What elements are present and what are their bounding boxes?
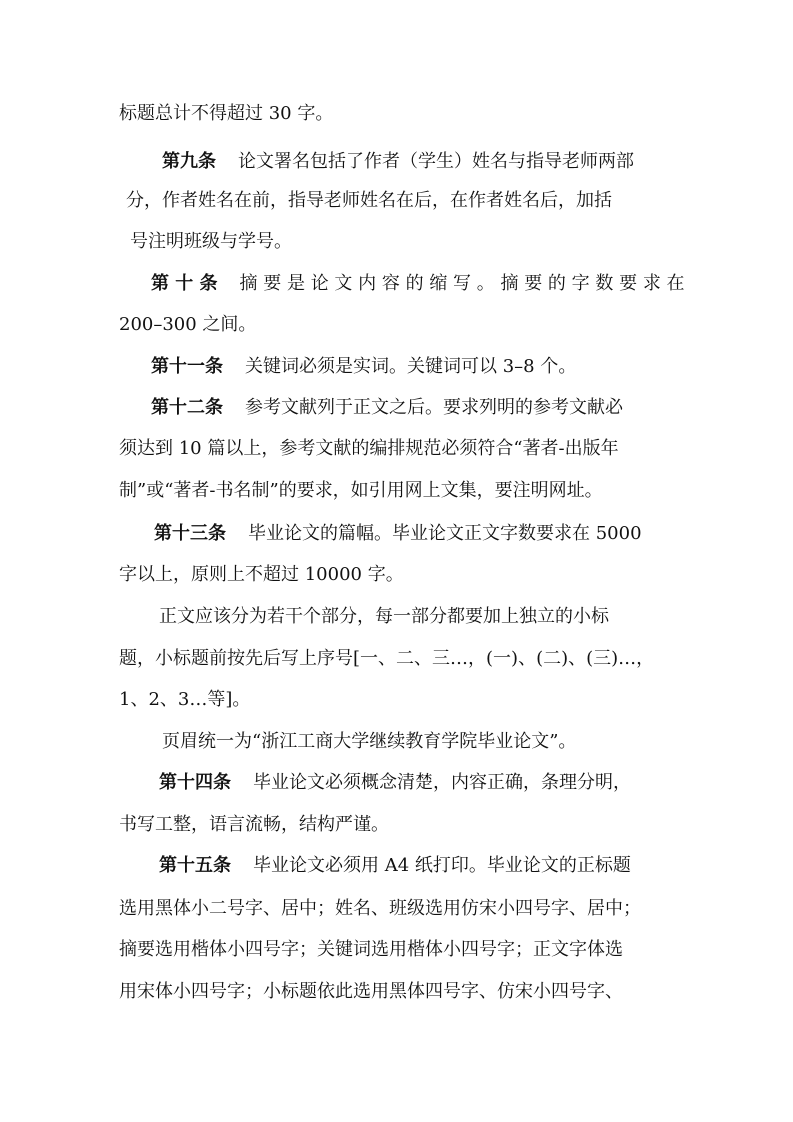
line-text: 1、2、3…等]。 (119, 689, 251, 710)
line-text: 须达到 10 篇以上，参考文献的编排规范必须符合“著者-出版年 (119, 438, 619, 459)
paragraph-line (130, 230, 292, 254)
paragraph-line (162, 730, 576, 754)
line-text: 毕业论文必须概念清楚，内容正确，条理分明， (253, 772, 631, 793)
line-text: 选用黑体小二号字、居中；姓名、班级选用仿宋小四号字、居中； (119, 898, 641, 919)
line-text: 参考文献列于正文之后。要求列明的参考文献必 (245, 397, 623, 418)
paragraph-line (119, 313, 256, 337)
article-9-heading-line (162, 150, 634, 174)
line-text: 200–300 之间。 (119, 314, 257, 335)
line-text: 号注明班级与学号。 (130, 231, 292, 252)
article-13-heading-line (154, 522, 642, 546)
article-label: 第 十 条 (151, 273, 218, 294)
paragraph-line (119, 897, 641, 921)
paragraph-line (119, 980, 623, 1004)
paragraph-line (119, 479, 603, 503)
line-text: 题，小标题前按先后写上序号[一、二、三…，(一)、(二)、(三)…， (119, 648, 655, 669)
article-14-heading-line (159, 771, 631, 795)
paragraph-line (119, 102, 333, 126)
article-label: 第十四条 (159, 772, 231, 793)
line-text: 摘 要 是 论 文 内 容 的 缩 写 。 摘 要 的 字 数 要 求 在 (239, 273, 685, 294)
line-text: 标题总计不得超过 30 字。 (119, 103, 334, 124)
article-15-heading-line (159, 854, 631, 878)
line-text: 制”或“著者-书名制”的要求，如引用网上文集，要注明网址。 (119, 480, 603, 501)
line-text: 分，作者姓名在前，指导老师姓名在后，在作者姓名后，加括 (126, 190, 612, 211)
article-12-heading-line (151, 396, 623, 420)
article-label: 第十五条 (159, 855, 231, 876)
line-text: 页眉统一为“浙江工商大学继续教育学院毕业论文”。 (162, 731, 577, 752)
paragraph-line (119, 688, 250, 712)
article-10-heading-line (151, 272, 685, 296)
line-text: 论文署名包括了作者（学生）姓名与指导老师两部 (238, 151, 634, 172)
paragraph-line (119, 813, 389, 837)
paragraph-line (119, 563, 404, 587)
article-11-heading-line (151, 355, 576, 379)
line-text: 摘要选用楷体小四号字；关键词选用楷体小四号字；正文字体选 (119, 939, 623, 960)
line-text: 关键词必须是实词。关键词可以 3–8 个。 (245, 356, 577, 377)
paragraph-line (119, 938, 623, 962)
paragraph-line (126, 189, 612, 213)
article-label: 第九条 (162, 151, 216, 172)
paragraph-line (119, 437, 619, 461)
line-text: 用宋体小四号字；小标题依此选用黑体四号字、仿宋小四号字、 (119, 981, 623, 1002)
line-text: 毕业论文必须用 A4 纸打印。毕业论文的正标题 (253, 855, 631, 876)
article-label: 第十三条 (154, 523, 226, 544)
paragraph-line (119, 647, 654, 671)
line-text: 毕业论文的篇幅。毕业论文正文字数要求在 5000 (248, 523, 642, 544)
article-label: 第十一条 (151, 356, 223, 377)
line-text: 书写工整，语言流畅，结构严谨。 (119, 814, 389, 835)
line-text: 正文应该分为若干个部分，每一部分都要加上独立的小标 (159, 606, 609, 627)
article-label: 第十二条 (151, 397, 223, 418)
line-text: 字以上，原则上不超过 10000 字。 (119, 564, 404, 585)
paragraph-line (159, 605, 609, 629)
